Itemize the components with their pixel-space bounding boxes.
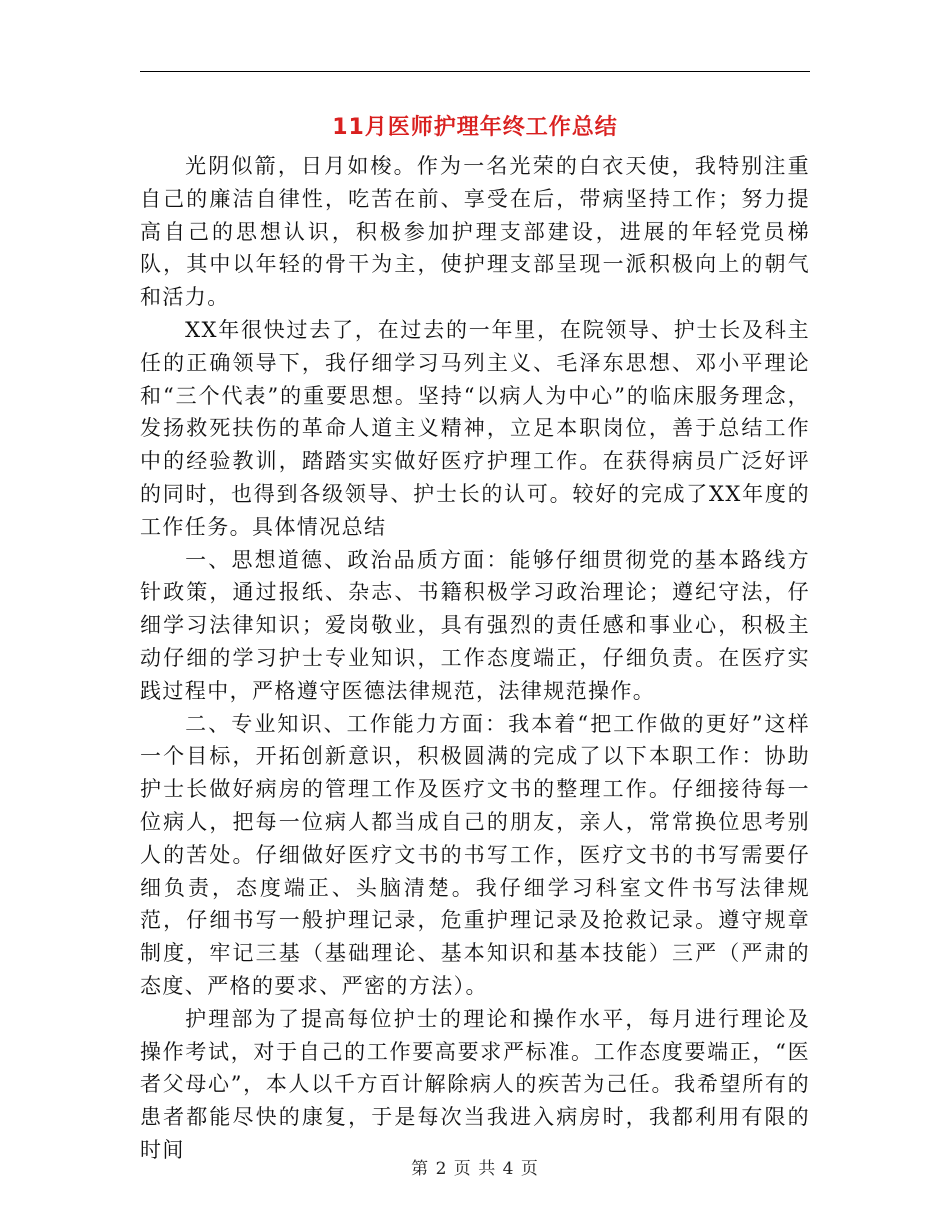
document-title: 11月医师护理年终工作总结 [332,115,618,140]
header-rule [140,71,810,72]
paragraph-2: XX年很快过去了，在过去的一年里，在院领导、护士长及科主任的正确领导下，我仔细学习马列主义、毛泽东思想、邓小平理论和“三个代表”的重要思想。坚持“以病人为中心”的临床服务理念，发扬救死扶伤的革命人道主义精神，立足本职岗位，善于总结工作中的经验教训，踏踏实实做好医疗护理工作。在获得病员广泛好评的同时，也得到各级领导、护士长的认可。较好的完成了XX年度的工作任务。具体情况总结 [140,317,810,539]
paragraph-1: 光阴似箭，日月如梭。作为一名光荣的白衣天使，我特别注重自己的廉洁自律性，吃苦在前、享受在后，带病坚持工作；努力提高自己的思想认识，积极参加护理支部建设，进展的年轻党员梯队，其中以年轻的骨干为主，使护理支部呈现一派积极向上的朝气和活力。 [140,154,810,310]
paragraph-4: 二、专业知识、工作能力方面：我本着“把工作做的更好”这样一个目标，开拓创新意识，积极圆满的完成了以下本职工作：协助护士长做好病房的管理工作及医疗文书的整理工作。仔细接待每一位病人，把每一位病人都当成自己的朋友，亲人，常常换位思考别人的苦处。仔细做好医疗文书的书写工作，医疗文书的书写需要仔细负责，态度端正、头脑清楚。我仔细学习科室文件书写法律规范，仔细书写一般护理记录，危重护理记录及抢救记录。遵守规章制度，牢记三基（基础理论、基本知识和基本技能）三严（严肃的态度、严格的要求、严密的方法）。 [140,711,810,998]
paragraph-5: 护理部为了提高每位护士的理论和操作水平，每月进行理论及操作考试，对于自己的工作要高要求严标准。工作态度要端正，“医者父母心”，本人以千方百计解除病人的疾苦为己任。我希望所有的患者都能尽快的康复，于是每次当我进入病房时，我都利用有限的时间 [140,1006,810,1162]
page-number-footer: 第 2 页 共 4 页 [411,1159,539,1179]
paragraph-3: 一、思想道德、政治品质方面：能够仔细贯彻党的基本路线方针政策，通过报纸、杂志、书籍积极学习政治理论；遵纪守法，仔细学习法律知识；爱岗敬业，具有强烈的责任感和事业心，积极主动仔细的学习护士专业知识，工作态度端正，仔细负责。在医疗实践过程中，严格遵守医德法律规范，法律规范操作。 [140,547,810,703]
document-body [140,150,810,1167]
